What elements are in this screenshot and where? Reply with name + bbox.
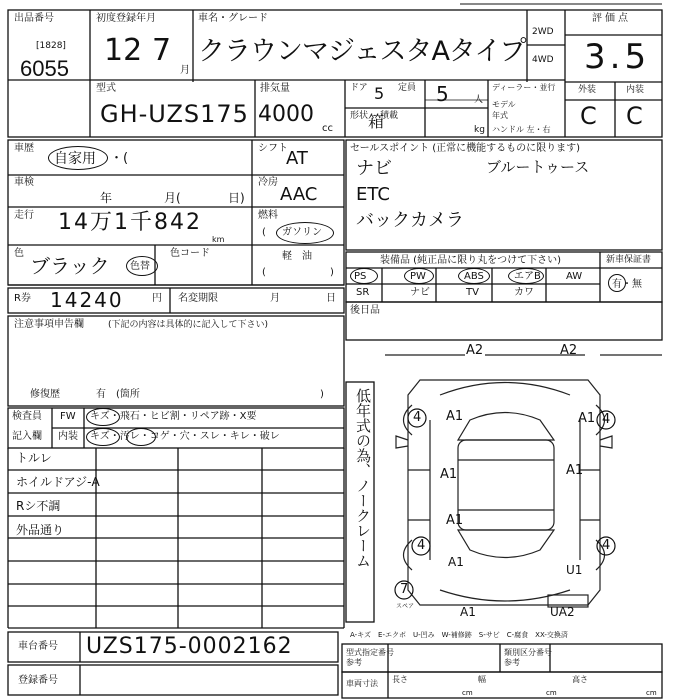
equip-pw-circle [404, 268, 434, 284]
lot-label: 出品番号 [14, 13, 54, 24]
equip-leather: カワ [514, 287, 534, 298]
recycle-unit: 円 [152, 293, 162, 304]
shape-label: 形状 [350, 111, 369, 121]
displacement-value: 4000 [258, 102, 314, 127]
year-label: 年式 [492, 111, 508, 120]
score-exterior: C [580, 102, 597, 130]
notes-label: 注意事項申告欄 [14, 319, 84, 330]
load-unit: kg [474, 125, 485, 135]
capacity-label: 定員 [398, 83, 417, 93]
doors-label: ドア [350, 83, 368, 93]
damage-legend: A-キズ E-エクボ U-凹み W-補修跡 S-サビ C-腐食 XX-交換済 [350, 631, 568, 639]
handle-label: ハンドル 左・右 [492, 125, 551, 134]
sales-point-4: バックカメラ [356, 210, 464, 231]
deadline-day: 日 [326, 293, 336, 304]
score-interior: C [626, 102, 643, 130]
inspection-day: 日) [228, 191, 245, 205]
sales-point-1: ナビ [356, 158, 392, 179]
chassis-label: 車台番号 [18, 641, 58, 652]
equip-sr: SR [356, 287, 370, 298]
width-unit: cm [546, 689, 557, 697]
mark-a1-fr: A1 [578, 411, 596, 426]
fw-label: FW [60, 411, 76, 422]
equip-aw: AW [566, 271, 583, 282]
doors-value: 5 [374, 84, 385, 103]
model-year-label: モデル [492, 100, 516, 109]
chassis-value: UZS175-0002162 [86, 634, 293, 659]
mark-4-fr: 4 [602, 412, 611, 427]
model-name-value: クラウンマジェスタAタイプ [198, 36, 526, 67]
lot-number: 6055 [20, 56, 69, 81]
interior-circle-2 [126, 428, 156, 446]
drive-2wd: 2WD [532, 27, 554, 37]
inspection-month: 月( [164, 191, 181, 205]
load-label: 積載 [380, 111, 399, 121]
inspector-note-1: トルレ [16, 451, 52, 465]
fw-circle [86, 408, 120, 426]
color-label: 色 [14, 248, 24, 259]
inspector-note-4: 外品通り [16, 523, 65, 537]
fw-text: キズ・飛石・ヒビ割・リペア跡・X要 [90, 411, 257, 422]
mark-a1-fl: A1 [446, 409, 464, 424]
color-value: ブラック [30, 254, 110, 278]
inspection-year: 年 [100, 191, 113, 205]
history-label: 車歴 [14, 143, 34, 154]
notes-instruction: (下記の内容は具体的に記入して下さい) [108, 320, 269, 330]
score-exterior-label: 外装 [578, 85, 597, 95]
dealer-label: ディーラー・並行 [492, 83, 556, 92]
vertical-note: 低年式の為、ノークレーム [354, 388, 372, 568]
height-label: 高さ [572, 675, 588, 684]
history-suffix: ・( [110, 151, 129, 166]
new-cert-circle [608, 274, 626, 292]
color-code-label: 色コード [170, 248, 210, 259]
mark-4-fl: 4 [413, 410, 422, 425]
model-code-label: 型式 [96, 83, 116, 94]
equip-ps: PS [354, 271, 367, 282]
model-code-value: GH-UZS175 [100, 100, 249, 128]
mark-a1-bottom: A1 [460, 605, 476, 619]
mark-4-rr: 4 [602, 538, 611, 553]
mark-a1-l2: A1 [446, 513, 464, 528]
fuel-circle [276, 222, 334, 244]
length-label: 長さ [392, 675, 408, 684]
mark-ua2: UA2 [550, 605, 575, 619]
shape-value: 箱 [368, 112, 385, 131]
first-reg-month: 7 [152, 33, 172, 68]
lot-sub: [1828] [36, 41, 66, 51]
history-value: 自家用 [54, 151, 96, 167]
mileage-value: 14万1千842 [58, 210, 202, 235]
equip-ps-circle [350, 268, 378, 284]
displacement-unit: cc [322, 123, 333, 134]
new-cert-label: 新車保証書 [606, 255, 652, 265]
score-label: 評価点 [592, 13, 631, 24]
mark-u1: U1 [566, 563, 583, 577]
first-reg-month-unit: 月 [180, 65, 190, 76]
fuel-light-oil: 軽 油 [282, 251, 312, 262]
score-value: 3.5 [584, 37, 651, 77]
new-cert-value: 有・無 [612, 279, 642, 290]
registration-label: 登録番号 [18, 675, 58, 686]
category-number-label: 類別区分番号 参考 [504, 648, 552, 667]
length-unit: cm [462, 689, 473, 697]
repair-value: 有 [96, 389, 106, 400]
mark-spare: スペア [396, 603, 415, 610]
repair-close: ) [320, 389, 324, 400]
inspector-label: 検査員 [12, 411, 42, 422]
mark-a2-right: A2 [560, 343, 578, 358]
mark-a1-r1: A1 [566, 463, 584, 478]
sales-points-label: セールスポイント (正常に機能するものに限ります) [350, 143, 581, 154]
interior-text: キズ・汚レ・コゲ・穴・スレ・キレ・破レ [90, 431, 280, 442]
fuel-open: ( [262, 227, 266, 238]
fuel-value: ガソリン [282, 227, 322, 238]
entry-label: 記入欄 [12, 431, 42, 442]
equip-pw: PW [410, 271, 426, 282]
fuel-label: 燃料 [258, 210, 278, 221]
drive-4wd: 4WD [532, 55, 554, 65]
mark-7: 7 [400, 582, 409, 597]
equip-abs: ABS [464, 271, 484, 282]
color-change-circle [126, 256, 158, 276]
capacity-unit: 人 [474, 95, 484, 105]
inspection-label: 車検 [14, 177, 34, 188]
color-change: 色替 [130, 261, 150, 272]
deadline-label: 名変期限 [178, 293, 218, 304]
model-name-label: 車名・グレード [198, 13, 268, 24]
interior-label: 内装 [58, 431, 78, 442]
first-reg-label: 初度登録年月 [96, 13, 156, 24]
mark-4-rl: 4 [417, 538, 426, 553]
deadline-month: 月 [270, 293, 280, 304]
shift-value: AT [286, 148, 308, 169]
history-circle [48, 146, 108, 170]
sales-point-3: ETC [356, 184, 390, 205]
sales-point-2: ブルートゥース [486, 158, 590, 176]
interior-circle-1 [86, 428, 120, 446]
aircon-label: 冷房 [258, 177, 278, 188]
mark-a1-l1: A1 [440, 467, 458, 482]
inspector-note-2: ホイルドアジ-A [16, 475, 100, 489]
vehicle-size-label: 車両寸法 [346, 679, 378, 688]
equip-navi: ナビ [410, 287, 430, 298]
equip-airbag: エアB [514, 271, 541, 282]
repair-place: (箇所 [116, 389, 140, 400]
fuel-close-right: ) [330, 267, 334, 278]
equip-airbag-circle [508, 268, 544, 284]
mileage-label: 走行 [14, 210, 34, 221]
inspector-note-3: Rシ不調 [16, 499, 61, 513]
recycle-label: R券 [14, 293, 31, 304]
later-date-label: 後日品 [350, 305, 380, 316]
recycle-value: 14240 [50, 288, 124, 312]
mileage-unit: km [212, 235, 225, 244]
frame-number-label: 型式指定番号 参考 [346, 648, 394, 667]
fuel-close-left: ( [262, 267, 266, 278]
aircon-value: AAC [280, 184, 318, 205]
height-unit: cm [646, 689, 657, 697]
capacity-value: 5 [436, 82, 449, 106]
score-interior-label: 内装 [626, 85, 645, 95]
displacement-label: 排気量 [260, 83, 290, 94]
equip-tv: TV [466, 287, 479, 298]
equipment-label: 装備品 (純正品に限り丸をつけて下さい) [380, 255, 561, 266]
shift-label: シフト [258, 143, 288, 154]
mark-a1-rl: A1 [448, 555, 464, 569]
width-label: 幅 [478, 675, 486, 684]
repair-label: 修復歴 [30, 389, 60, 400]
mark-a2-left: A2 [466, 343, 484, 358]
equip-abs-circle [458, 268, 490, 284]
first-reg-year: 12 [104, 33, 143, 68]
